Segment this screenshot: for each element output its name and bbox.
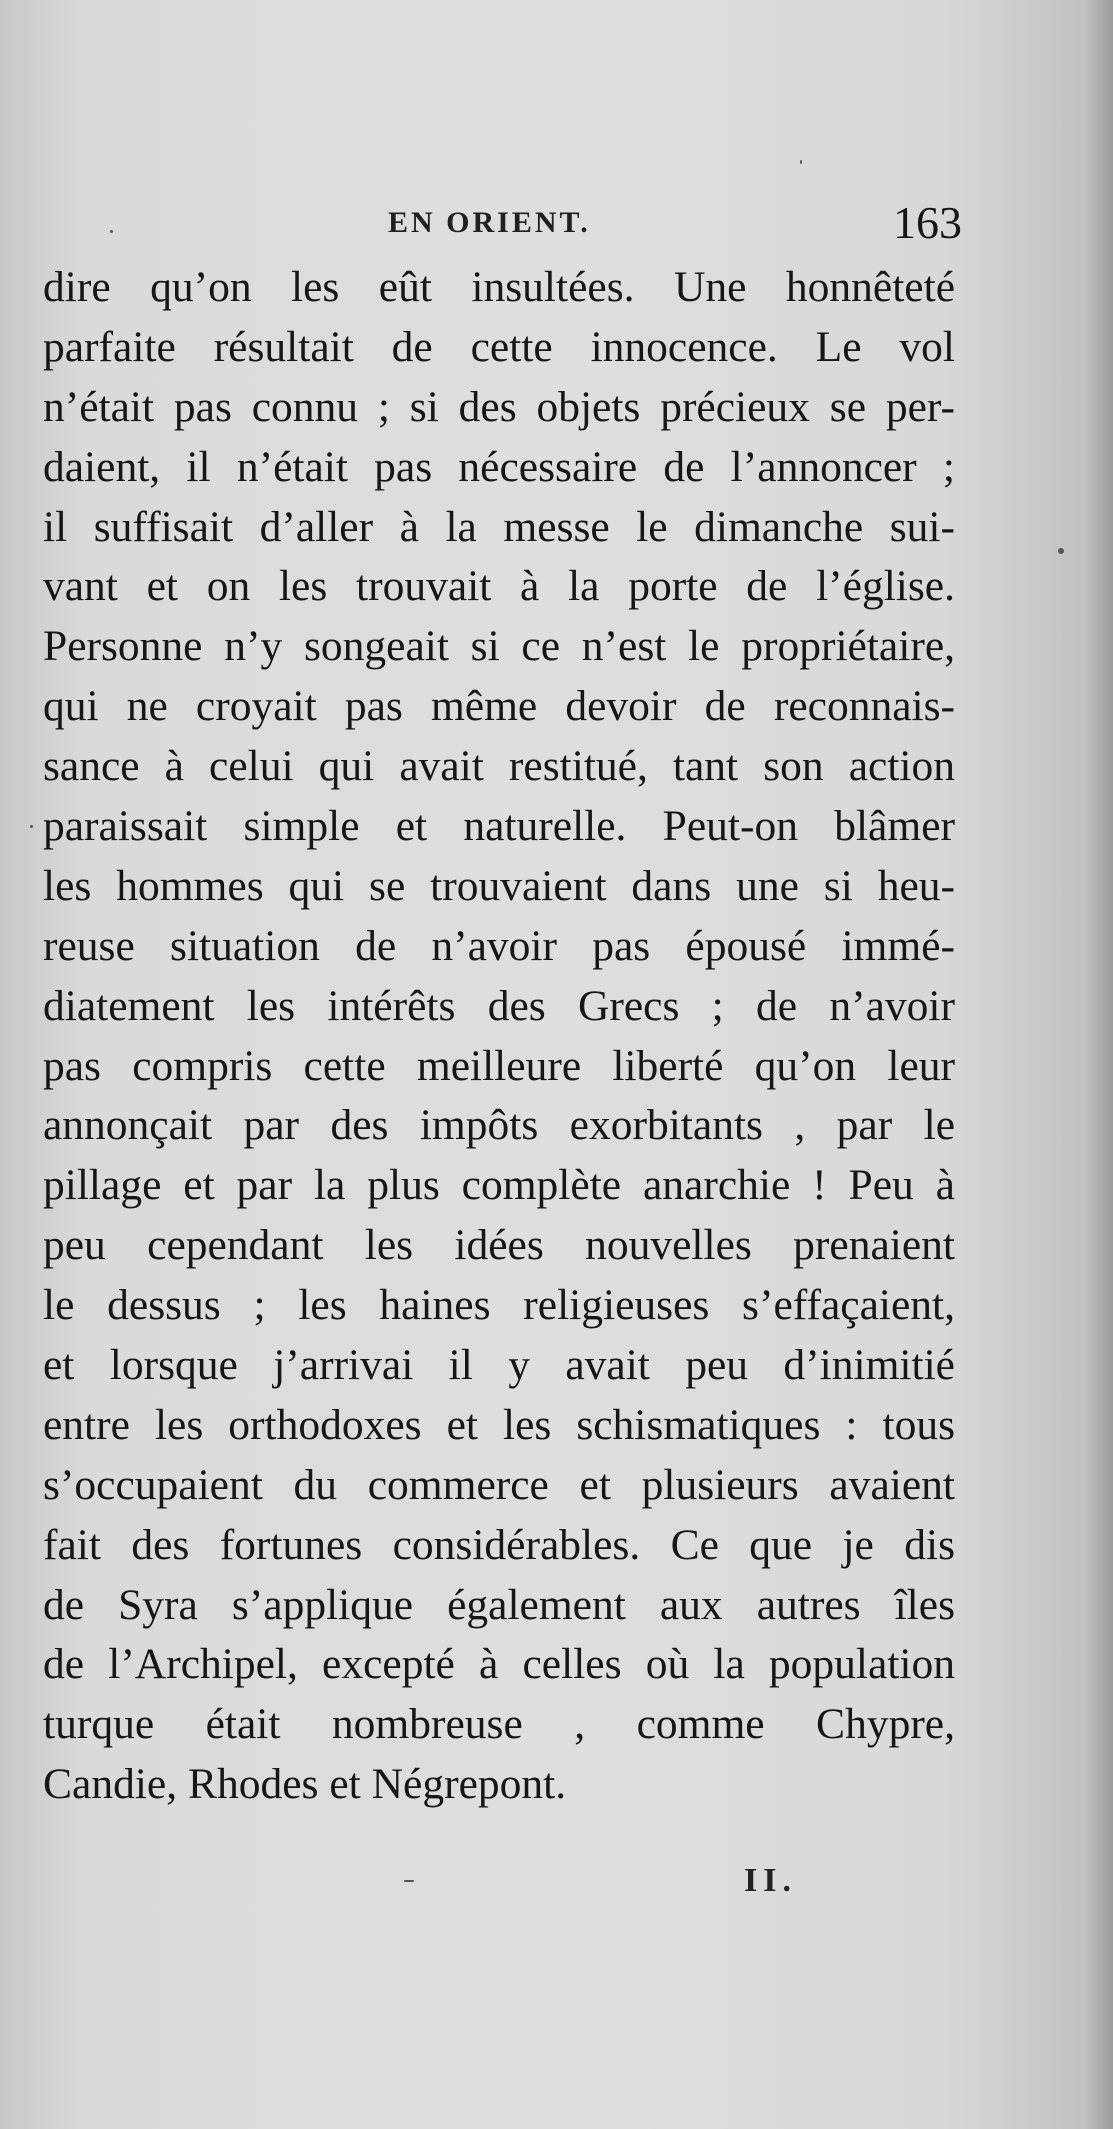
text-line: dire qu’on les eût insultées. Une honnêteté	[43, 263, 955, 311]
paper-speck	[404, 1880, 414, 1882]
text-line: sance à celui qui avait restitué, tant son action	[43, 742, 955, 791]
page-edge-shadow	[1085, 0, 1113, 2129]
text-line: s’occupaient du commerce et plusieurs avaient	[43, 1460, 955, 1509]
text-line: pas compris cette meilleure liberté qu’on leur	[43, 1041, 955, 1090]
page-number: 163	[893, 197, 962, 248]
running-head: EN ORIENT.	[388, 206, 591, 239]
text-line: daient, il n’était pas nécessaire de l’annoncer ;	[43, 442, 955, 491]
signature-mark: II.	[744, 1862, 797, 1899]
text-line: reuse situation de n’avoir pas épousé immé-	[43, 921, 955, 970]
text-line: fait des fortunes considérables. Ce que je dis	[43, 1520, 955, 1569]
paper-speck	[800, 160, 802, 164]
text-line: peu cependant les idées nouvelles prenaient	[43, 1221, 955, 1270]
paper-speck	[1058, 548, 1064, 554]
text-line: Personne n’y songeait si ce n’est le propriétaire,	[43, 622, 955, 671]
text-line: le dessus ; les haines religieuses s’effaçaient,	[43, 1281, 955, 1330]
text-line: qui ne croyait pas même devoir de reconnais-	[43, 682, 955, 731]
text-line: les hommes qui se trouvaient dans une si heu-	[43, 861, 955, 910]
text-line: parfaite résultait de cette innocence. Le vol	[43, 322, 955, 371]
text-line: de l’Archipel, excepté à celles où la population	[43, 1640, 955, 1689]
text-line: il suffisait d’aller à la messe le dimanche sui-	[43, 502, 955, 551]
page-header	[40, 197, 962, 250]
text-line: n’était pas connu ; si des objets précieux se per-	[43, 382, 955, 431]
text-line: pillage et par la plus complète anarchie ! Peu à	[43, 1161, 955, 1210]
paper-speck	[30, 825, 33, 828]
text-line: entre les orthodoxes et les schismatiques : tous	[43, 1400, 955, 1449]
text-line: et lorsque j’arrivai il y avait peu d’inimitié	[43, 1341, 955, 1390]
text-line: Candie, Rhodes et Négrepont.	[43, 1760, 567, 1809]
text-line: vant et on les trouvait à la porte de l’église.	[43, 562, 955, 611]
paper-speck	[110, 230, 113, 233]
body-text	[43, 258, 955, 1815]
text-line: de Syra s’applique également aux autres îles	[43, 1580, 955, 1629]
text-line: paraissait simple et naturelle. Peut-on blâmer	[43, 802, 955, 851]
text-line: turque était nombreuse , comme Chypre,	[43, 1700, 955, 1749]
text-line: annonçait par des impôts exorbitants , par le	[43, 1101, 955, 1150]
text-line: diatement les intérêts des Grecs ; de n’avoir	[43, 981, 955, 1030]
